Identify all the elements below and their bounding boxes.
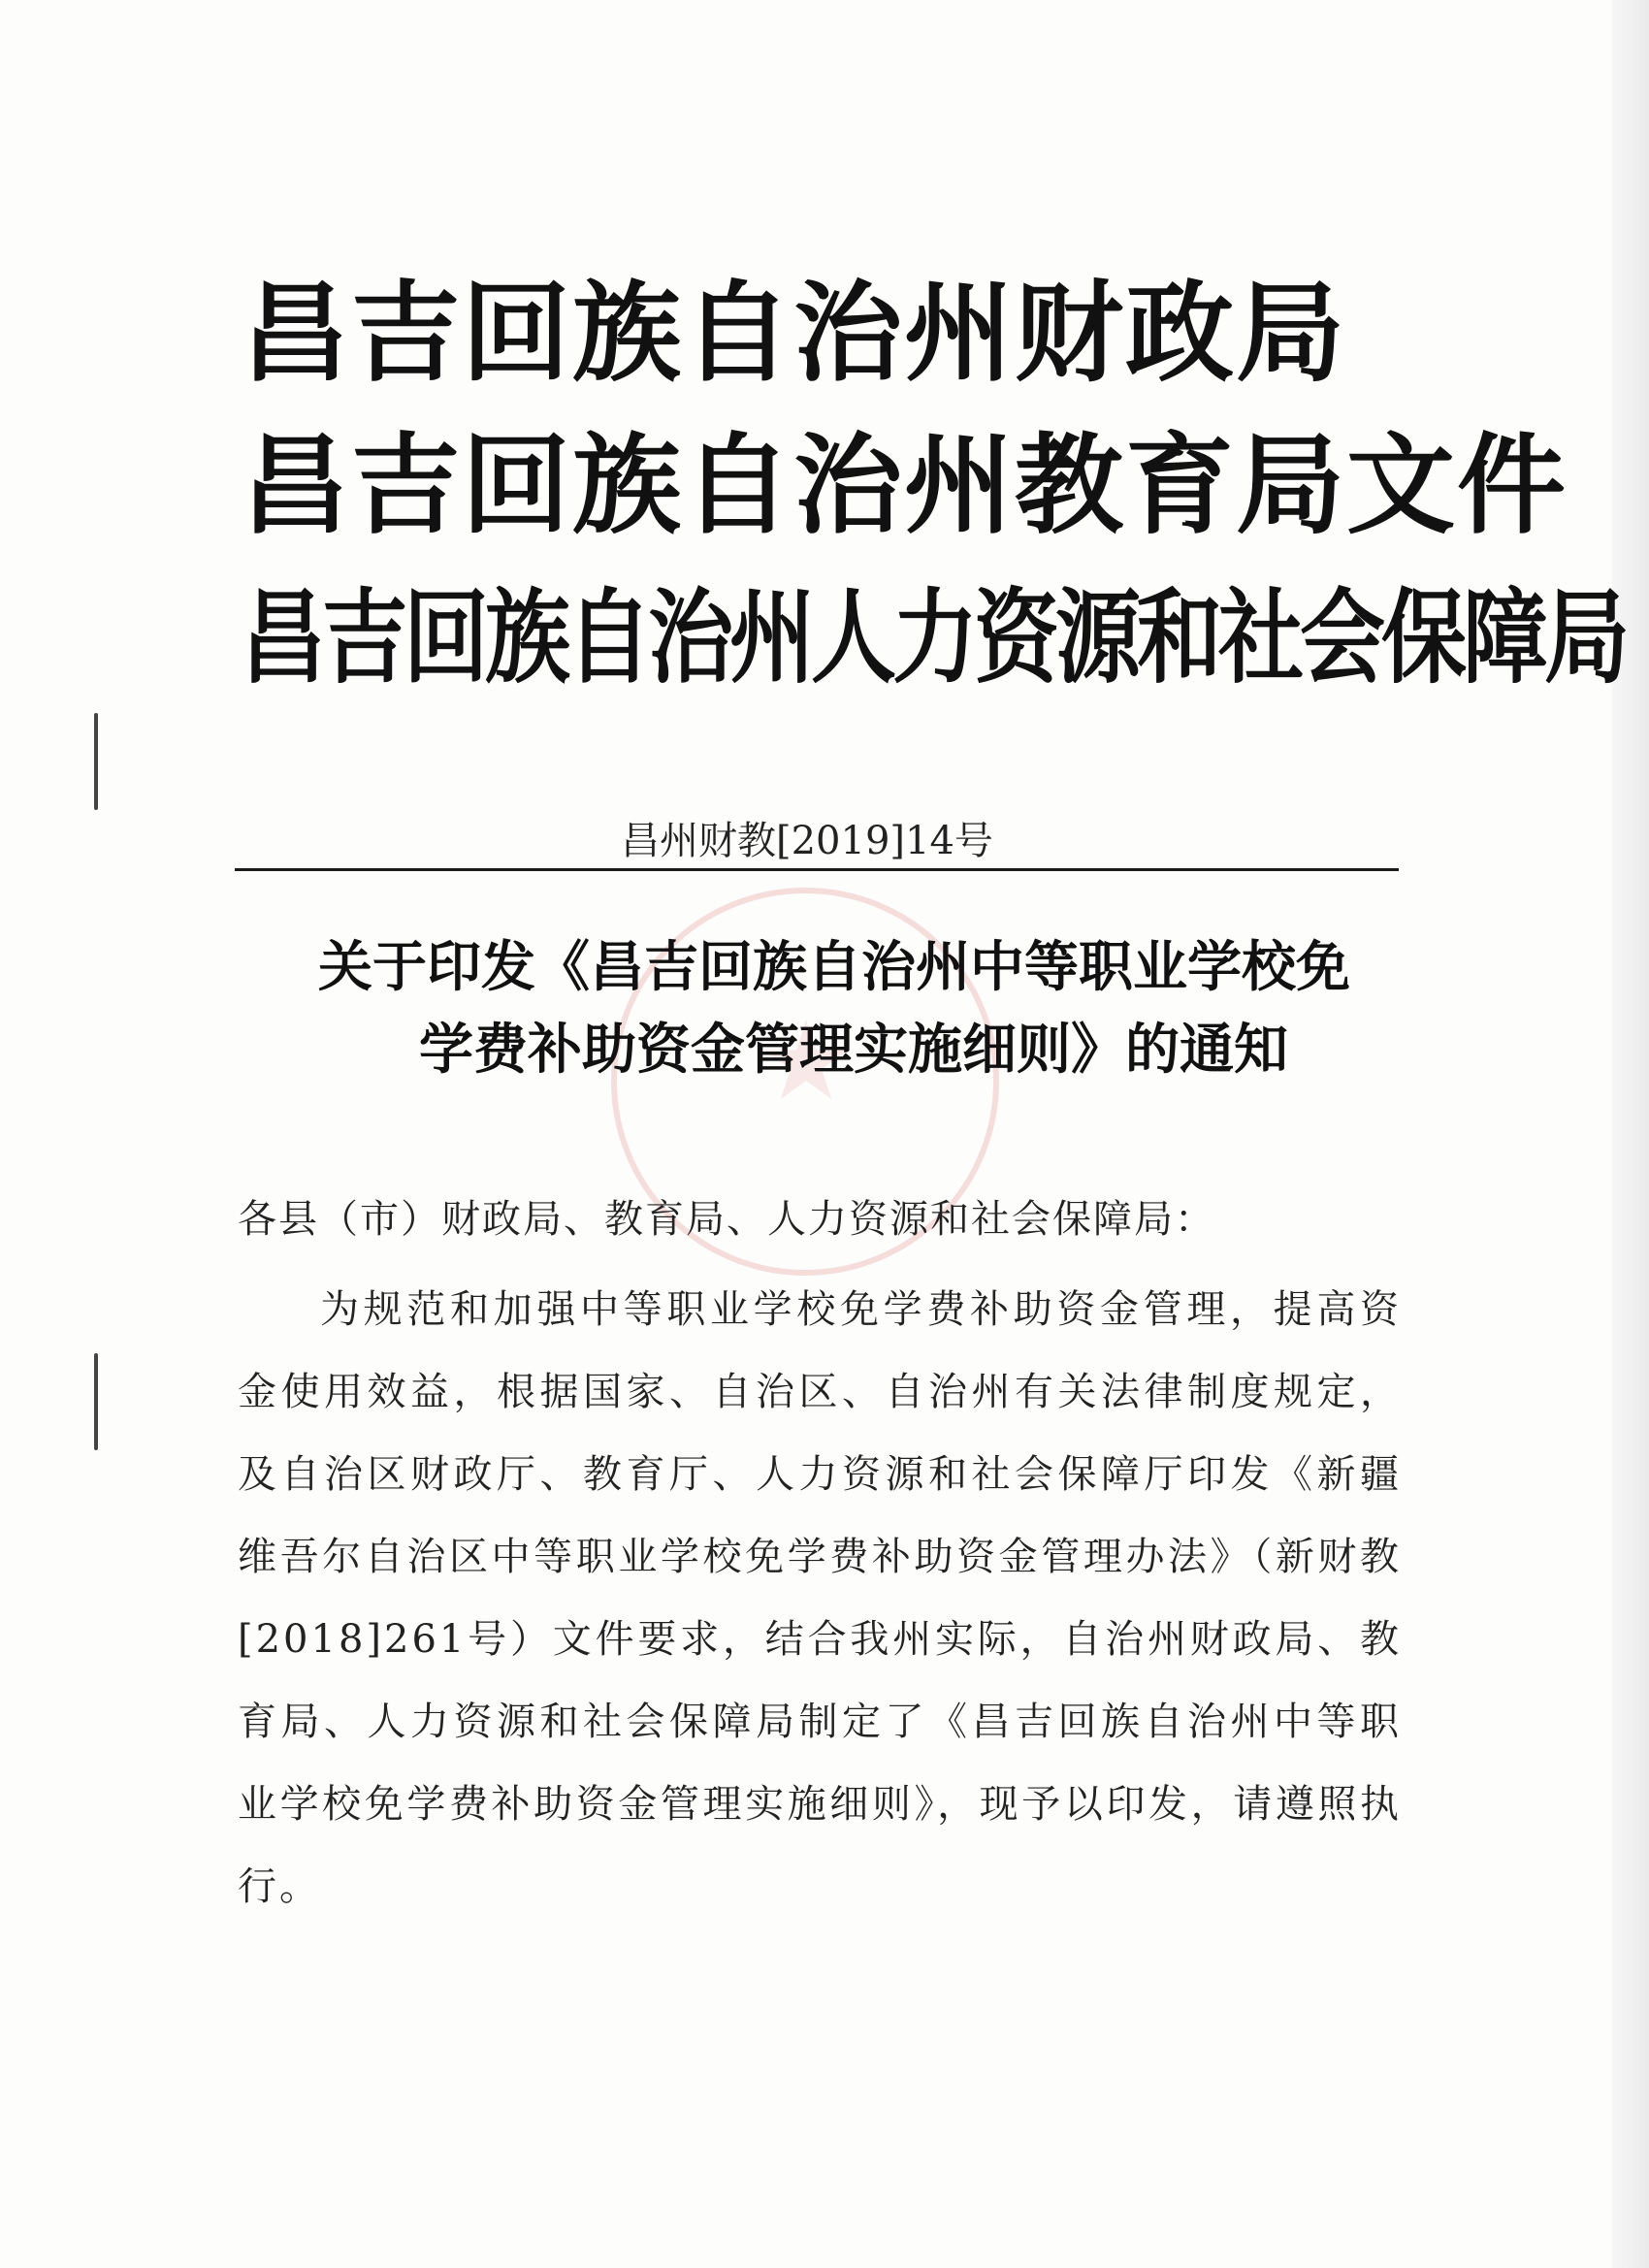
notice-title-line-2: 学费补助资金管理实施细则》的通知 <box>419 1019 1288 1082</box>
staple-mark-bottom <box>94 1353 98 1450</box>
scan-edge-shadow <box>1612 0 1649 2268</box>
issuing-org-line-3: 昌吉回族自治州人力资源和社会保障局 <box>241 577 1627 697</box>
salutation: 各县（市）财政局、教育局、人力资源和社会保障局： <box>238 1197 1215 1242</box>
header-divider <box>235 868 1399 871</box>
body-paragraph: 为规范和加强中等职业学校免学费补助资金管理，提高资金使用效益，根据国家、自治区、自治州有关法律制度规定，及自治区财政厅、教育厅、人力资源和社会保障厅印发《新疆维吾尔自治区中等职业学校免学费补助资金管理办法》（新财教[2018]261号）文件要求，结合我州实际，自治州财政局、教育局、人力资源和社会保障局制定了《昌吉回族自治州中等职业学校免学费补助资金管理实施细则》，现予以印发，请遵照执行。 <box>238 1287 1402 1909</box>
issuing-org-line-1: 昌吉回族自治州财政局 <box>241 271 1346 397</box>
notice-title-line-1: 关于印发《昌吉回族自治州中等职业学校免 <box>318 936 1350 999</box>
staple-mark-top <box>94 713 98 810</box>
document-number: 昌州财教[2019]14号 <box>621 819 993 863</box>
issuing-org-line-2: 昌吉回族自治州教育局文件 <box>241 423 1568 549</box>
